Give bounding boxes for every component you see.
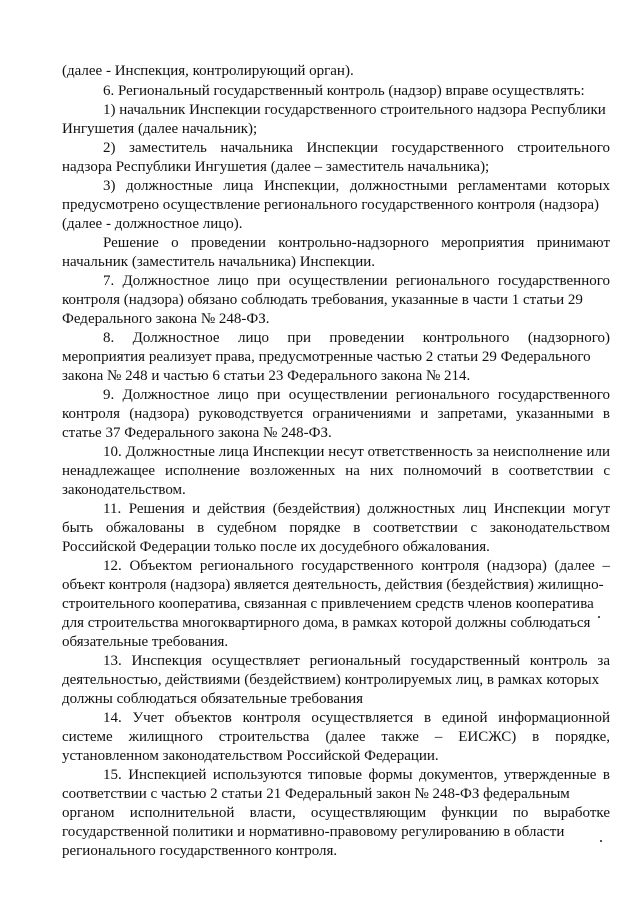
text-line: надзора Республики Ингушетия (далее – заместитель начальника); [62,159,490,175]
text-line: 1) начальник Инспекции государственного строительного надзора Республики [103,102,606,118]
text-line: строительного кооператива, связанная с привлечением средств членов кооператива [62,596,594,612]
paragraph-13-heading: 13. Инспекция осуществляет региональный государственный контроль за [103,653,610,669]
paragraph-7-heading: 7. Должностное лицо при осуществлении регионального государственного [103,273,610,289]
text-line: для строительства многоквартирного дома, в рамках которой должны соблюдаться [62,615,591,631]
paragraph-12-heading: 12. Объектом регионального государственного контроля (надзора) (далее – [103,558,610,574]
text-line: (далее - Инспекция, контролирующий орган). [62,63,354,79]
text-line: Российской Федерации только после их досудебного обжалования. [62,539,490,555]
text-line: Федерального закона № 248-ФЗ. [62,311,270,327]
paragraph-15-heading: 15. Инспекцией используются типовые формы документов, утвержденные в [103,767,610,783]
text-line: предусмотрено осуществление регионального государственного контроля (надзора) [62,197,600,213]
text-line: государственной политики и нормативно-правовому регулированию в области [62,824,565,840]
text-line: обязательные требования. [62,634,229,650]
paragraph-8-heading: 8. Должностное лицо при проведении контрольного (надзорного) [103,330,610,346]
paragraph-9-heading: 9. Должностное лицо при осуществлении регионального государственного [103,387,610,403]
paragraph-10-heading: 10. Должностные лица Инспекции несут ответственность за неисполнение или [103,444,610,460]
text-line: мероприятия реализует права, предусмотренные частью 2 статьи 29 Федерального [62,349,591,365]
text-line: контроля (надзора) руководствуется ограничениями и запретами, указанными в [62,406,610,422]
scan-speck [600,840,602,842]
paragraph-14-heading: 14. Учет объектов контроля осуществляется в единой информационной [103,710,610,726]
text-line: начальник (заместитель начальника) Инспекции. [62,254,376,270]
text-line: соответствии с частью 2 статьи 21 Федеральный закон № 248-ФЗ федеральным [62,786,570,802]
text-line: должны соблюдаться обязательные требования [62,691,364,707]
text-line: деятельностью, действиями (бездействием) контролируемых лиц, в рамках которых [62,672,600,688]
text-line: статье 37 Федерального закона № 248-ФЗ. [62,425,332,441]
text-line: 3) должностные лица Инспекции, должностными регламентами которых [103,178,610,194]
text-line: объект контроля (надзора) является деятельность, действия (бездействия) жилищно- [62,577,604,593]
scan-speck [598,616,600,618]
text-line: 2) заместитель начальника Инспекции государственного строительного [103,140,610,156]
text-line: Решение о проведении контрольно-надзорного мероприятия принимают [103,235,610,251]
text-line: Ингушетия (далее начальник); [62,121,258,137]
text-line: законодательством. [62,482,186,498]
text-line: органом исполнительной власти, осуществляющим функции по выработке [62,805,610,821]
text-line: закона № 248 и частью 6 статьи 23 Федерального закона № 214. [62,368,471,384]
text-line: системе жилищного строительства (далее также – ЕИСЖС) в порядке, [62,729,610,745]
paragraph-6-heading: 6. Региональный государственный контроль (надзор) вправе осуществлять: [103,83,585,99]
paragraph-11-heading: 11. Решения и действия (бездействия) должностных лиц Инспекции могут [103,501,610,517]
text-line: регионального государственного контроля. [62,843,338,859]
text-line: установленном законодательством Российской Федерации. [62,748,439,764]
text-line: ненадлежащее исполнение возложенных на них полномочий в соответствии с [62,463,610,479]
text-line: контроля (надзора) обязано соблюдать требования, указанные в части 1 статьи 29 [62,292,583,308]
text-line: быть обжалованы в судебном порядке в соответствии с законодательством [62,520,610,536]
text-line: (далее - должностное лицо). [62,216,243,232]
